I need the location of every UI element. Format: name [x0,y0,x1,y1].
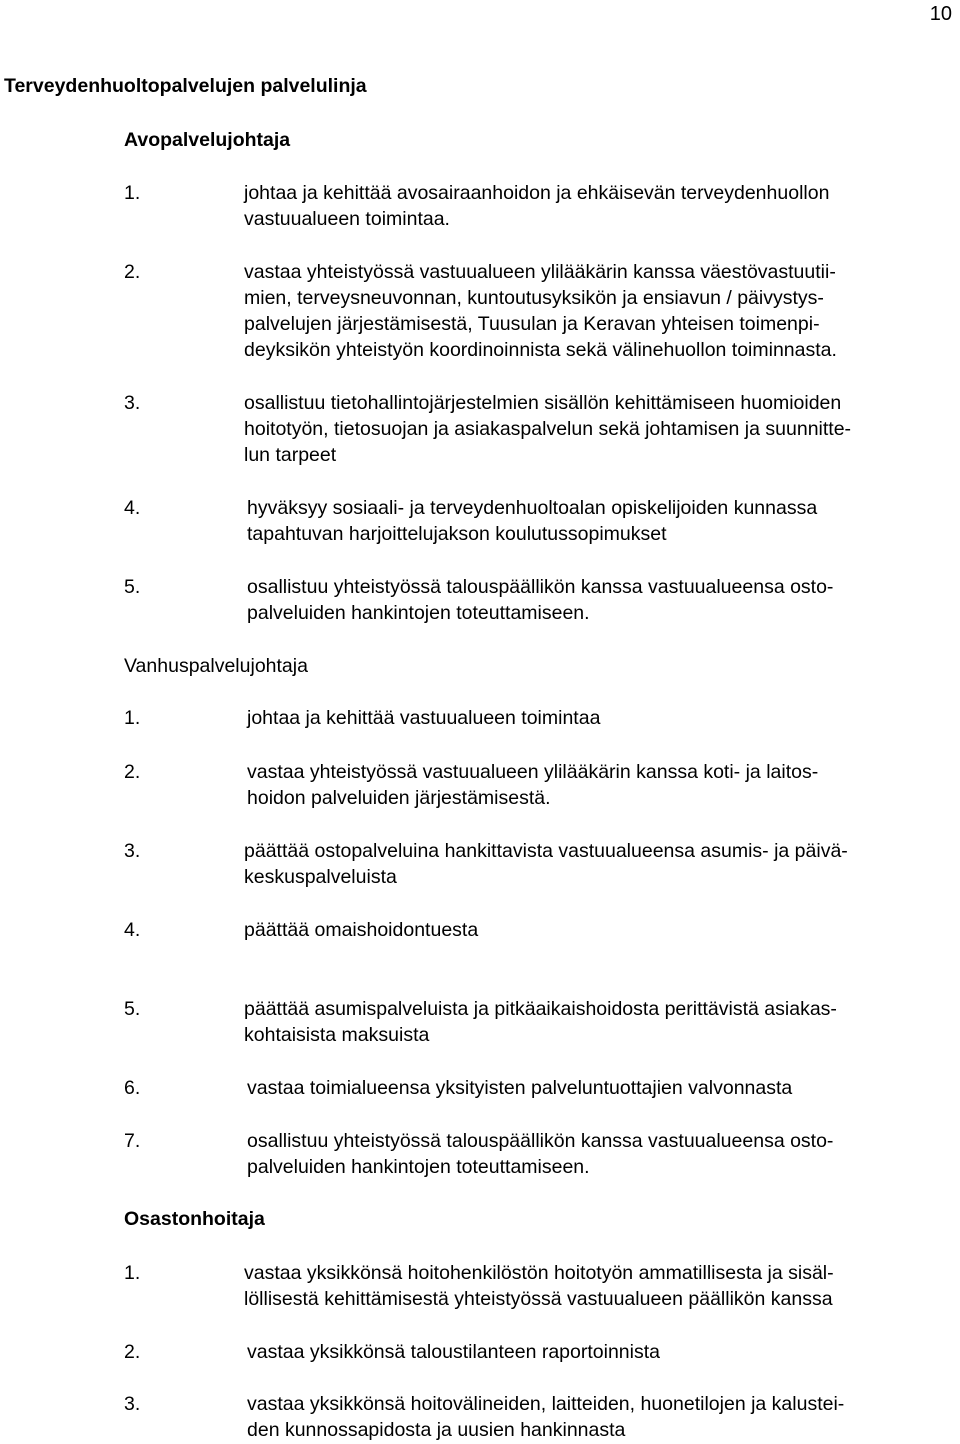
item-text-line: vastuualueen toimintaa. [244,208,450,230]
item-text [244,259,944,363]
item-text [247,495,947,547]
item-text [247,705,947,731]
item-text [244,180,944,232]
item-text-line: vastaa toimialueensa yksityisten palveluntuottajien valvonnasta [247,1077,793,1099]
item-number: 2. [124,761,141,783]
item-text-line: vastaa yhteistyössä vastuualueen ylilääkärin kanssa koti- ja laitos- [247,761,819,783]
item-number: 3. [124,392,141,414]
item-text-line: johtaa ja kehittää avosairaanhoidon ja ehkäisevän terveydenhuollon [244,182,830,204]
item-number: 3. [124,840,141,862]
item-number: 1. [124,182,141,204]
item-number: 4. [124,919,141,941]
section-heading-vanhuspalvelujohtaja: Vanhuspalvelujohtaja [124,655,308,677]
item-text-line: palvelujen järjestämisestä, Tuusulan ja Keravan yhteisen toimenpi- [244,313,820,335]
item-text-line: päättää ostopalveluina hankittavista vastuualueensa asumis- ja päivä- [244,840,848,862]
item-number: 2. [124,261,141,283]
item-text-line: osallistuu yhteistyössä talouspäällikön kanssa vastuualueensa osto- [247,1130,834,1152]
item-text-line: johtaa ja kehittää vastuualueen toimintaa [247,707,601,729]
item-text-line: osallistuu yhteistyössä talouspäällikön kanssa vastuualueensa osto- [247,576,834,598]
section-heading-avopalvelujohtaja: Avopalvelujohtaja [124,129,291,151]
item-number: 5. [124,576,141,598]
item-text-line: löllisestä kehittämisestä yhteistyössä vastuualueen päällikön kanssa [244,1288,833,1310]
item-text [247,1391,947,1443]
item-text [247,574,947,626]
item-text [244,838,944,890]
item-text-line: vastaa yksikkönsä taloustilanteen raportoinnista [247,1341,660,1363]
item-text [247,1339,947,1365]
item-text [244,996,944,1048]
item-number: 1. [124,707,141,729]
item-text-line: kohtaisista maksuista [244,1024,430,1046]
item-number: 5. [124,998,141,1020]
item-text [247,759,947,811]
item-text-line: hyväksyy sosiaali- ja terveydenhuoltoalan opiskelijoiden kunnassa [247,497,818,519]
section-heading-osastonhoitaja: Osastonhoitaja [124,1208,265,1230]
item-text-line: päättää omaishoidontuesta [244,919,479,941]
item-text-line: vastaa yksikkönsä hoitovälineiden, laitteiden, huonetilojen ja kalustei- [247,1393,845,1415]
item-number: 4. [124,497,141,519]
item-text-line: vastaa yhteistyössä vastuualueen ylilääkärin kanssa väestövastuutii- [244,261,836,283]
item-text [244,390,944,468]
item-text [247,1128,947,1180]
item-text-line: palveluiden hankintojen toteuttamiseen. [247,602,590,624]
item-text [244,917,944,943]
item-text-line: mien, terveysneuvonnan, kuntoutusyksikön ja ensiavun / päivystys- [244,287,824,309]
document-title: Terveydenhuoltopalvelujen palvelulinja [4,75,367,97]
page-number: 10 [929,3,952,25]
item-text-line: lun tarpeet [244,444,337,466]
item-number: 6. [124,1077,141,1099]
item-text [247,1075,947,1101]
item-text-line: den kunnossapidosta ja uusien hankinnasta [247,1419,626,1441]
item-text-line: hoitotyön, tietosuojan ja asiakaspalvelun sekä johtamisen ja suunnitte- [244,418,852,440]
item-text-line: deyksikön yhteistyön koordinoinnista sekä välinehuollon toiminnasta. [244,339,837,361]
item-text-line: osallistuu tietohallintojärjestelmien sisällön kehittämiseen huomioiden [244,392,842,414]
item-text-line: tapahtuvan harjoittelujakson koulutussopimukset [247,523,667,545]
item-text-line: vastaa yksikkönsä hoitohenkilöstön hoitotyön ammatillisesta ja sisäl- [244,1262,834,1284]
item-text-line: palveluiden hankintojen toteuttamiseen. [247,1156,590,1178]
item-text [244,1260,944,1312]
item-number: 1. [124,1262,141,1284]
item-text-line: hoidon palveluiden järjestämisestä. [247,787,551,809]
item-number: 2. [124,1341,141,1363]
item-text-line: keskuspalveluista [244,866,397,888]
item-number: 7. [124,1130,141,1152]
item-text-line: päättää asumispalveluista ja pitkäaikaishoidosta perittävistä asiakas- [244,998,837,1020]
item-number: 3. [124,1393,141,1415]
